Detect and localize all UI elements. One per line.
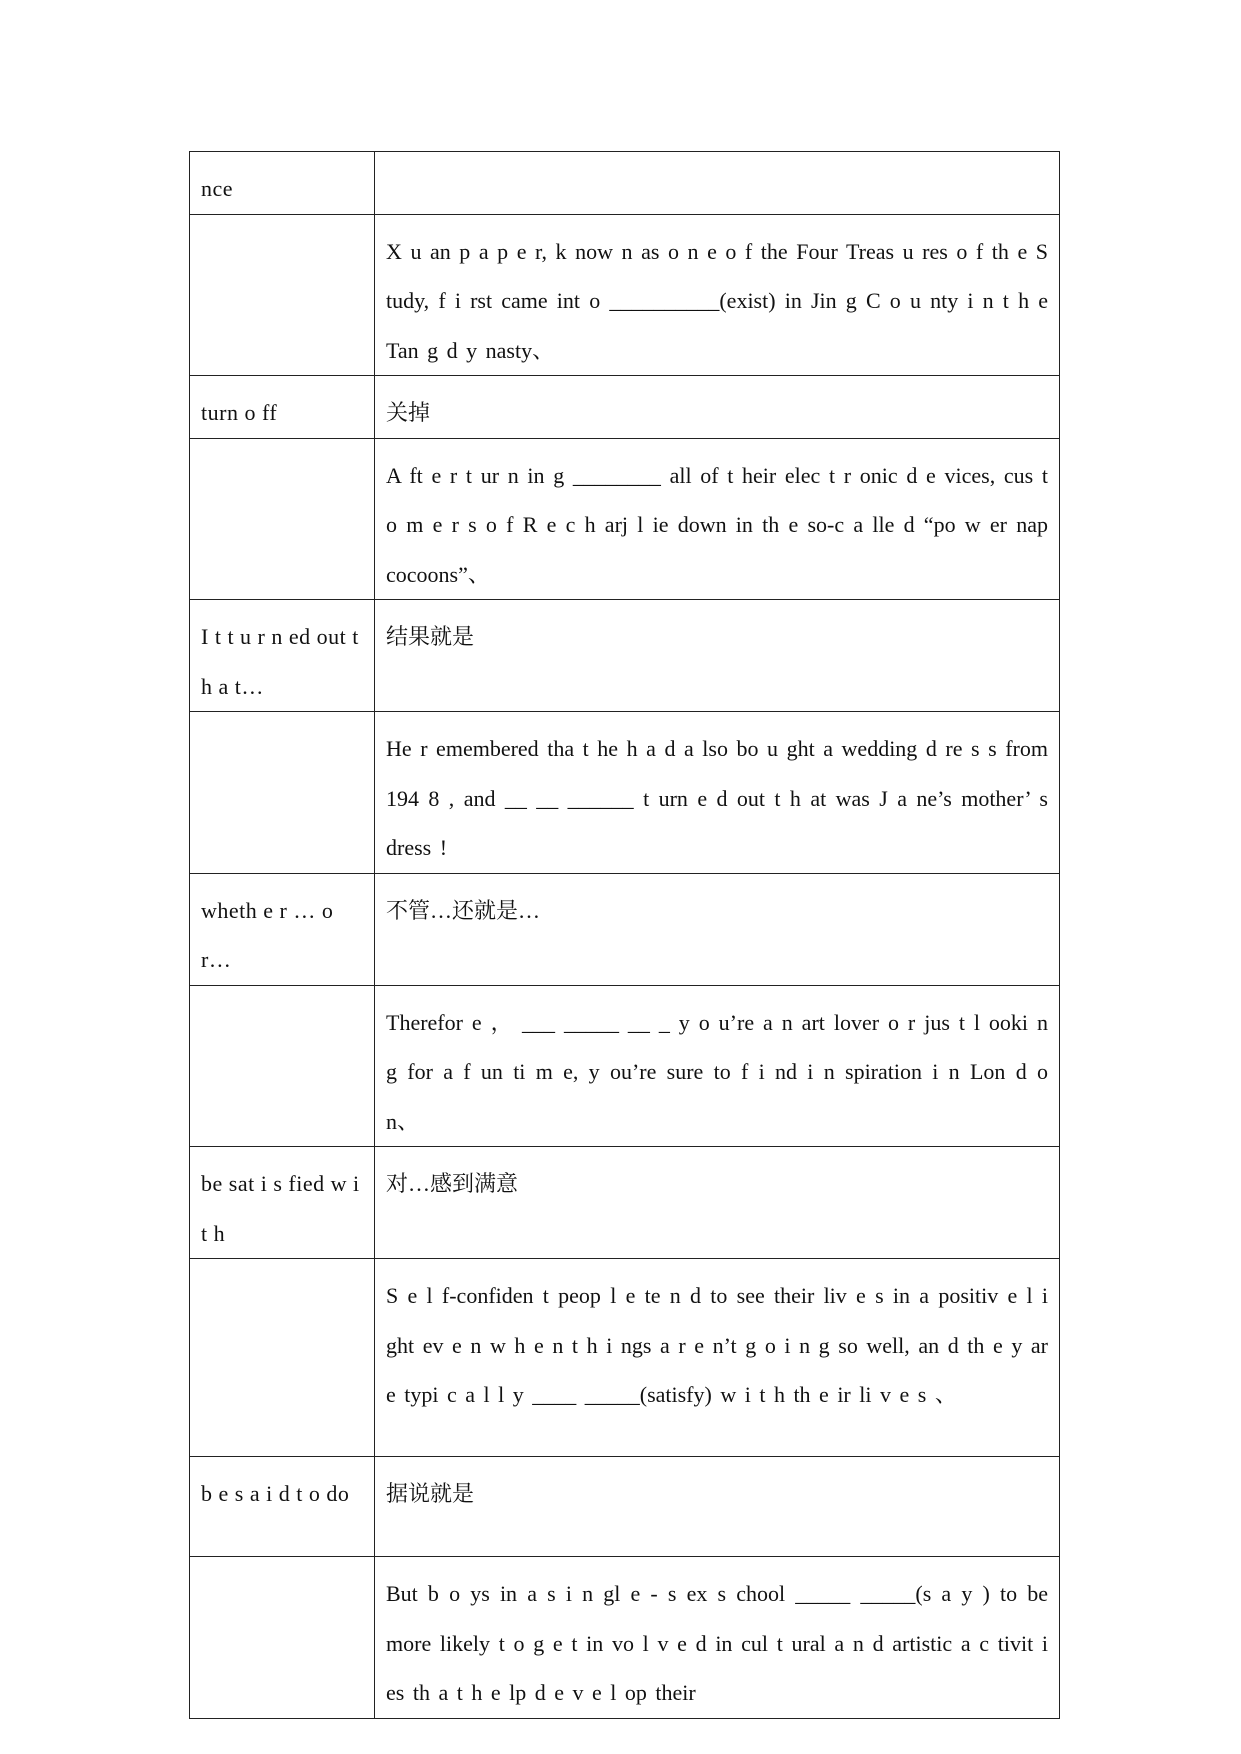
table-row <box>190 152 1060 215</box>
phrase-cell <box>190 1557 375 1719</box>
table-row <box>190 1457 1060 1557</box>
phrase-cell <box>190 1259 375 1457</box>
phrase-cell: be sat i s fied w i t h <box>190 1147 375 1259</box>
meaning-cell: 结果就是 <box>375 600 1060 712</box>
phrase-cell <box>190 985 375 1147</box>
phrase-cell <box>190 214 375 376</box>
table-row <box>190 1147 1060 1259</box>
vocabulary-table <box>189 151 1060 1719</box>
meaning-cell: 据说就是 <box>375 1457 1060 1557</box>
table-row <box>190 376 1060 439</box>
phrase-cell: nce <box>190 152 375 215</box>
phrase-cell: wheth e r … o r… <box>190 873 375 985</box>
meaning-cell: 关掉 <box>375 376 1060 439</box>
example-sentence-cell: S e l f-confiden t peop l e te n d to see their liv e s in a positiv e l i ght ev e n w h e n t h i ngs a r e n’t g o i n g so well, an d th e y ar e typi c a l l y ____ _____(satisfy) w i t h th e ir li v e s 、 <box>375 1259 1060 1457</box>
example-sentence-cell: He r emembered tha t he h a d a lso bo u ght a wedding d re s s from 194 8 , and __ __ ______ t urn e d out t h at was J a ne’s mother’ s dress ! <box>375 712 1060 874</box>
table-row <box>190 985 1060 1147</box>
example-sentence-cell: But b o ys in a s i n gl e - s ex s chool _____ _____(s a y ) to be more likely t o g e t in vo l v e d in cul t ural a n d artistic a c tivit i es th a t h e lp d e v e l op their <box>375 1557 1060 1719</box>
phrase-cell: I t t u r n ed out t h a t… <box>190 600 375 712</box>
table-row <box>190 1259 1060 1457</box>
table-row <box>190 214 1060 376</box>
meaning-cell: 不管…还就是… <box>375 873 1060 985</box>
phrase-cell: b e s a i d t o do <box>190 1457 375 1557</box>
table-row <box>190 712 1060 874</box>
phrase-cell <box>190 712 375 874</box>
table-row <box>190 873 1060 985</box>
meaning-cell <box>375 152 1060 215</box>
meaning-cell: 对…感到满意 <box>375 1147 1060 1259</box>
table-row <box>190 600 1060 712</box>
phrase-cell: turn o ff <box>190 376 375 439</box>
table-row <box>190 438 1060 600</box>
table-row <box>190 1557 1060 1719</box>
example-sentence-cell: X u an p a p e r, k now n as o n e o f the Four Treas u res o f th e S tudy, f i rst came int o __________(exist) in Jin g C o u nty i n t h e Tan g d y nasty、 <box>375 214 1060 376</box>
example-sentence-cell: Therefor e ， ___ _____ __ _ y o u’re a n art lover o r jus t l ooki n g for a f un ti m e, y ou’re sure to f i nd i n spiration i n Lon d o n、 <box>375 985 1060 1147</box>
example-sentence-cell: A ft e r t ur n in g ________ all of t heir elec t r onic d e vices, cus t o m e r s o f R e c h arj l ie down in th e so-c a lle d “po w er nap cocoons”、 <box>375 438 1060 600</box>
phrase-cell <box>190 438 375 600</box>
